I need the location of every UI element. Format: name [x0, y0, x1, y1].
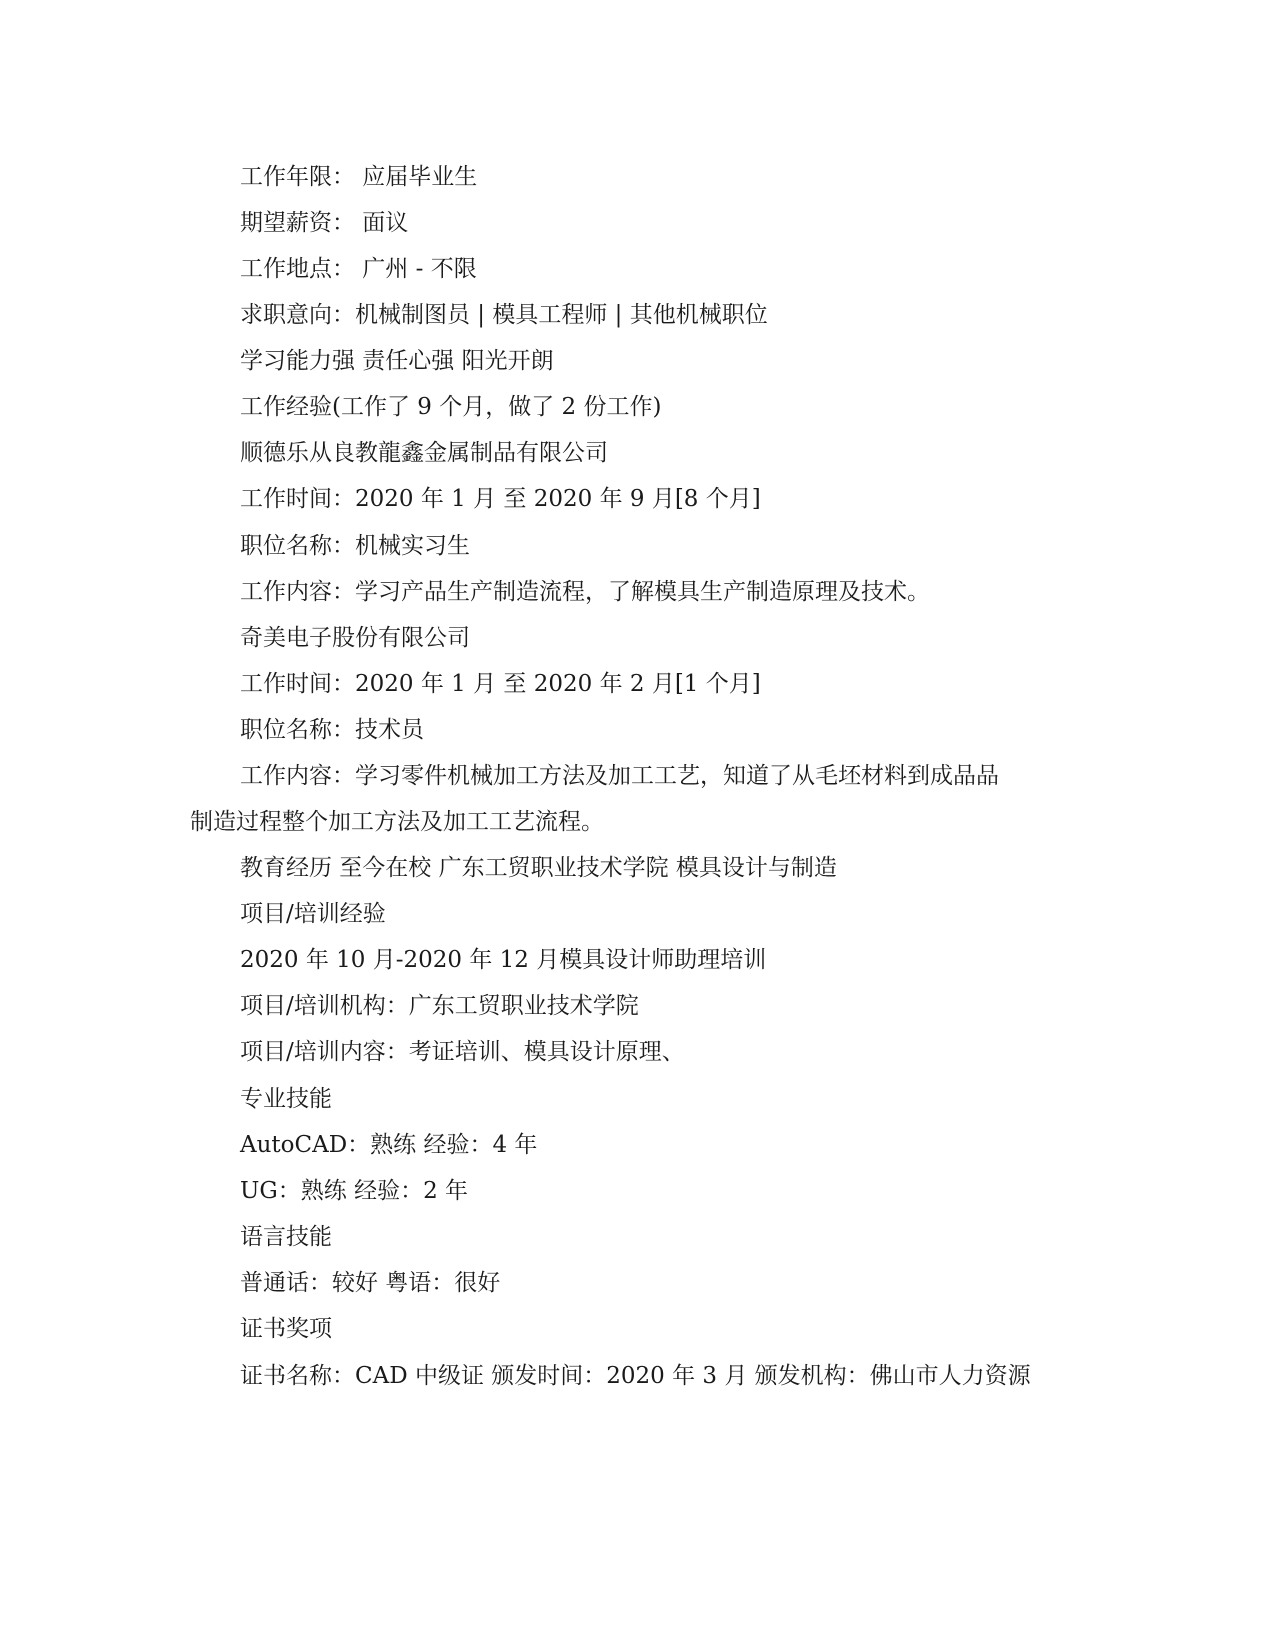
expected-salary-line: 期望薪资： 面议	[240, 210, 409, 236]
company-2-name: 奇美电子股份有限公司	[240, 625, 470, 651]
skill-ug: UG：熟练 经验：2 年	[240, 1178, 469, 1204]
company-1-position: 职位名称：机械实习生	[240, 533, 470, 559]
self-evaluation-line: 学习能力强 责任心强 阳光开朗	[240, 348, 554, 374]
company-1-name: 顺德乐从良教龍鑫金属制品有限公司	[240, 440, 608, 466]
skill-autocad: AutoCAD：熟练 经验：4 年	[240, 1132, 538, 1158]
work-experience-heading: 工作经验(工作了 9 个月，做了 2 份工作)	[240, 394, 662, 420]
language-skills-heading: 语言技能	[240, 1224, 332, 1250]
professional-skills-heading: 专业技能	[240, 1086, 332, 1112]
work-years-line: 工作年限： 应届毕业生	[240, 164, 478, 190]
company-1-duties: 工作内容：学习产品生产制造流程，了解模具生产制造原理及技术。	[240, 579, 930, 605]
company-1-period: 工作时间：2020 年 1 月 至 2020 年 9 月[8 个月]	[240, 486, 761, 512]
job-intention-line: 求职意向：机械制图员 | 模具工程师 | 其他机械职位	[240, 302, 768, 328]
work-location-line: 工作地点： 广州 - 不限	[240, 256, 477, 282]
company-2-duties-continued: 制造过程整个加工方法及加工工艺流程。	[190, 809, 604, 835]
training-heading: 项目/培训经验	[240, 901, 386, 927]
language-skills-line: 普通话：较好 粤语：很好	[240, 1270, 501, 1296]
training-institution: 项目/培训机构：广东工贸职业技术学院	[240, 993, 639, 1019]
certificates-heading: 证书奖项	[240, 1316, 332, 1342]
certificate-line: 证书名称：CAD 中级证 颁发时间：2020 年 3 月 颁发机构：佛山市人力资源	[240, 1363, 1031, 1389]
company-2-period: 工作时间：2020 年 1 月 至 2020 年 2 月[1 个月]	[240, 671, 761, 697]
training-content: 项目/培训内容：考证培训、模具设计原理、	[240, 1039, 685, 1065]
company-2-position: 职位名称：技术员	[240, 717, 424, 743]
education-line: 教育经历 至今在校 广东工贸职业技术学院 模具设计与制造	[240, 855, 837, 881]
company-2-duties: 工作内容：学习零件机械加工方法及加工工艺，知道了从毛坯材料到成品品	[240, 763, 999, 789]
training-period: 2020 年 10 月-2020 年 12 月模具设计师助理培训	[240, 947, 767, 973]
